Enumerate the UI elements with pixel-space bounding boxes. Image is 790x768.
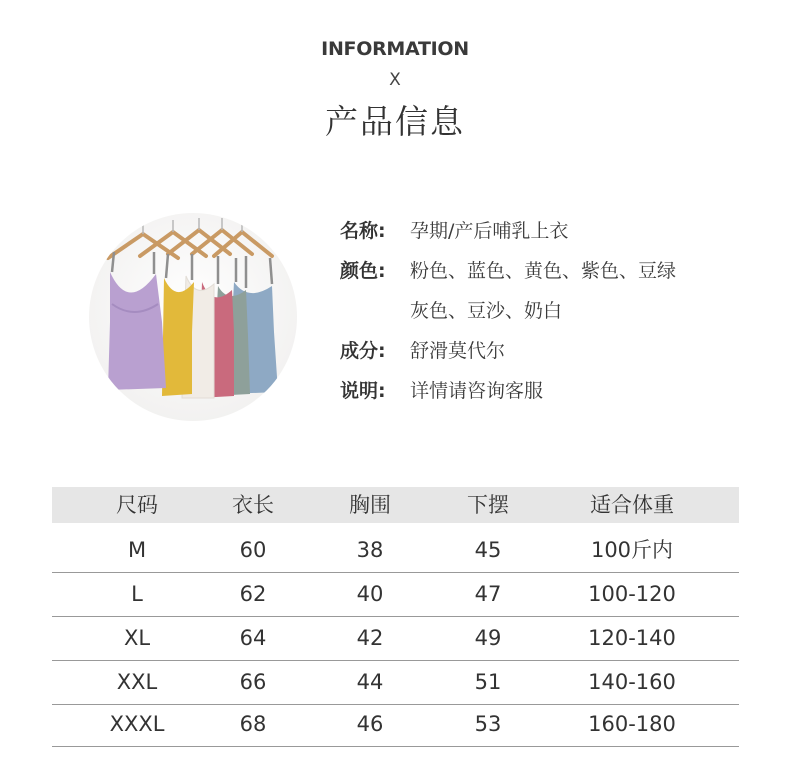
header-title-cn: 产品信息 — [325, 102, 465, 141]
info-label: 成分: — [340, 340, 386, 362]
info-label: 说明: — [340, 380, 386, 402]
product-photo — [88, 212, 298, 422]
table-cell: 40 — [356, 582, 384, 606]
header-separator: X — [389, 70, 401, 90]
table-cell: 120-140 — [588, 626, 676, 650]
info-row-notes — [340, 377, 543, 405]
info-value: 舒滑莫代尔 — [410, 340, 506, 362]
info-row-colors — [340, 257, 676, 285]
table-cell: 49 — [474, 626, 502, 650]
column-header: 尺码 — [116, 493, 158, 517]
info-row-material — [340, 337, 505, 365]
table-cell: 100斤内 — [590, 538, 674, 562]
table-cell: 100-120 — [588, 582, 676, 606]
info-value: 粉色、蓝色、黄色、紫色、豆绿 — [410, 260, 677, 282]
hanging-camisoles-icon — [88, 212, 298, 422]
table-cell: XXL — [116, 670, 158, 694]
table-row — [52, 573, 739, 617]
table-cell: 51 — [474, 670, 502, 694]
table-cell: 45 — [474, 538, 502, 562]
table-cell: 68 — [239, 712, 267, 736]
table-row — [52, 617, 739, 661]
table-cell: 140-160 — [588, 670, 676, 694]
info-row-name — [340, 217, 568, 245]
table-cell: 38 — [356, 538, 384, 562]
table-cell: 62 — [239, 582, 267, 606]
table-cell: 60 — [239, 538, 267, 562]
info-label: 颜色: — [340, 260, 386, 282]
table-cell: 160-180 — [588, 712, 676, 736]
table-cell: L — [131, 582, 143, 606]
info-label: 名称: — [340, 220, 386, 242]
info-value-continued: 灰色、豆沙、奶白 — [410, 300, 563, 322]
table-cell: 53 — [474, 712, 502, 736]
table-cell: 44 — [356, 670, 384, 694]
table-row — [52, 661, 739, 705]
header-title-en: INFORMATION — [321, 38, 469, 60]
column-header: 衣长 — [232, 493, 274, 517]
column-header: 胸围 — [349, 493, 391, 517]
table-cell: M — [127, 538, 147, 562]
table-cell: 47 — [474, 582, 502, 606]
table-cell: XL — [123, 626, 151, 650]
table-cell: 64 — [239, 626, 267, 650]
table-row — [52, 529, 739, 573]
table-cell: XXXL — [109, 712, 165, 736]
column-header: 适合体重 — [590, 493, 674, 517]
size-table-header — [52, 487, 739, 523]
table-cell: 66 — [239, 670, 267, 694]
table-cell: 42 — [356, 626, 384, 650]
info-value: 孕期/产后哺乳上衣 — [410, 220, 569, 242]
table-row — [52, 703, 739, 747]
table-cell: 46 — [356, 712, 384, 736]
column-header: 下摆 — [467, 493, 509, 517]
info-value: 详情请咨询客服 — [410, 380, 544, 402]
